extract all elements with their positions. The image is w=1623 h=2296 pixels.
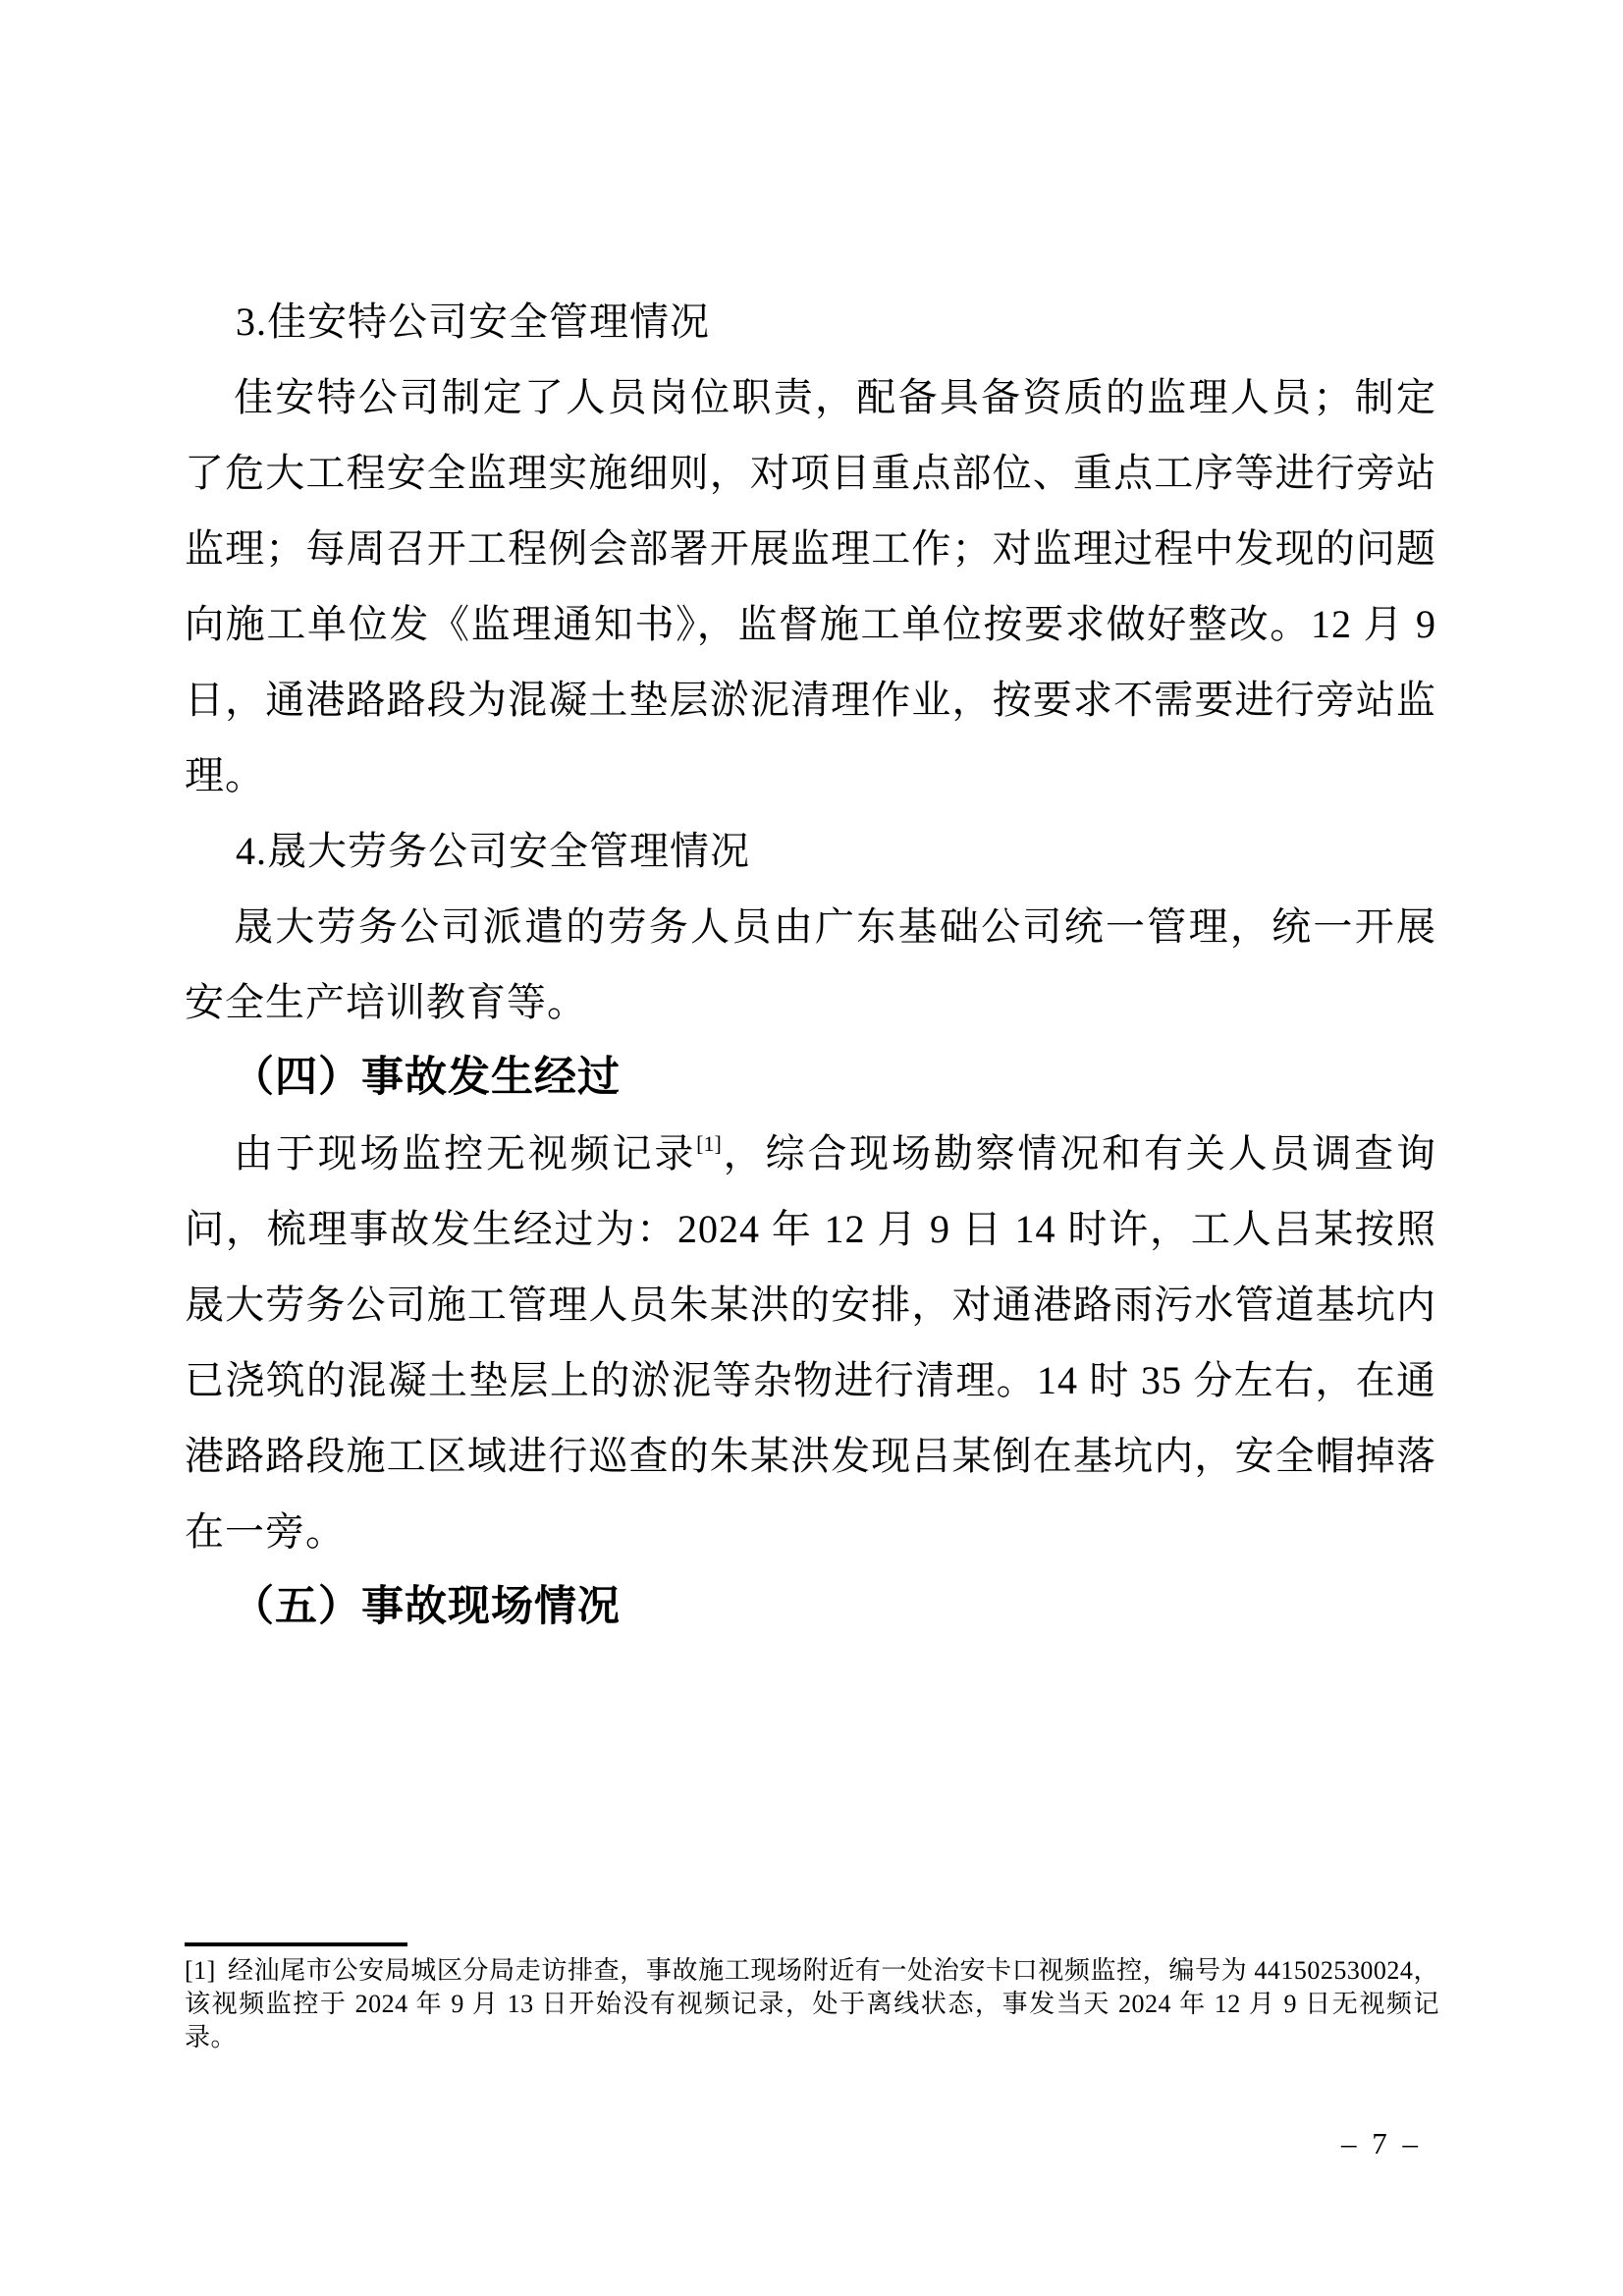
page-number: – 7 – [1341, 2126, 1422, 2160]
accident-course-text-after-footnote: ，综合现场勘察情况和有关人员调查询问，梳理事故发生经过为：2024 年 12 月 9 日 14 时许，工人吕某按照晟大劳务公司施工管理人员朱某洪的安排，对通港路雨污水管道基坑内已浇筑的混凝土垫层上的淤泥等杂物进行清理。14 时 35 分左右，在通港路路段施工区域进行巡查的朱某洪发现吕某倒在基坑内，安全帽掉落在一旁。 [185, 1131, 1437, 1554]
footnote-reference-mark: [1] [696, 1131, 722, 1156]
heading-wu-accident-scene: （五）事故现场情况 [232, 1583, 621, 1630]
heading-4-shengda-safety-management: 4.晟大劳务公司安全管理情况 [236, 829, 750, 873]
document-body [185, 284, 1436, 1645]
footnote-text [185, 1954, 1439, 2054]
accident-course-text-before-footnote: 由于现场监控无视频记录 [234, 1131, 697, 1175]
footnote-separator-rule [185, 1942, 407, 1946]
paragraph-jiaante-safety-management: 佳安特公司制定了人员岗位职责，配备具备资质的监理人员；制定了危大工程安全监理实施细则，对项目重点部位、重点工序等进行旁站监理；每周召开工程例会部署开展监理工作；对监理过程中发现的问题向施工单位发《监理通知书》，监督施工单位按要求做好整改。12 月 9 日，通港路路段为混凝土垫层淤泥清理作业，按要求不需要进行旁站监理。 [185, 375, 1436, 797]
paragraph-shengda-safety-management: 晟大劳务公司派遣的劳务人员由广东基础公司统一管理，统一开展安全生产培训教育等。 [185, 904, 1436, 1024]
footnote-body-text: 经汕尾市公安局城区分局走访排查，事故施工现场附近有一处治安卡口视频监控，编号为 441502530024，该视频监控于 2024 年 9 月 13 日开始没有视频记录，处于离线状态，事发当天 2024 年 12 月 9 日无视频记录。 [185, 1956, 1439, 2051]
heading-si-accident-course: （四）事故发生经过 [232, 1054, 621, 1101]
paragraph-accident-course [185, 1116, 1436, 1569]
footnote-marker: [1] [185, 1956, 216, 1985]
heading-3-jiaante-safety-management: 3.佳安特公司安全管理情况 [236, 300, 710, 344]
footnote-block [185, 1942, 1439, 2054]
